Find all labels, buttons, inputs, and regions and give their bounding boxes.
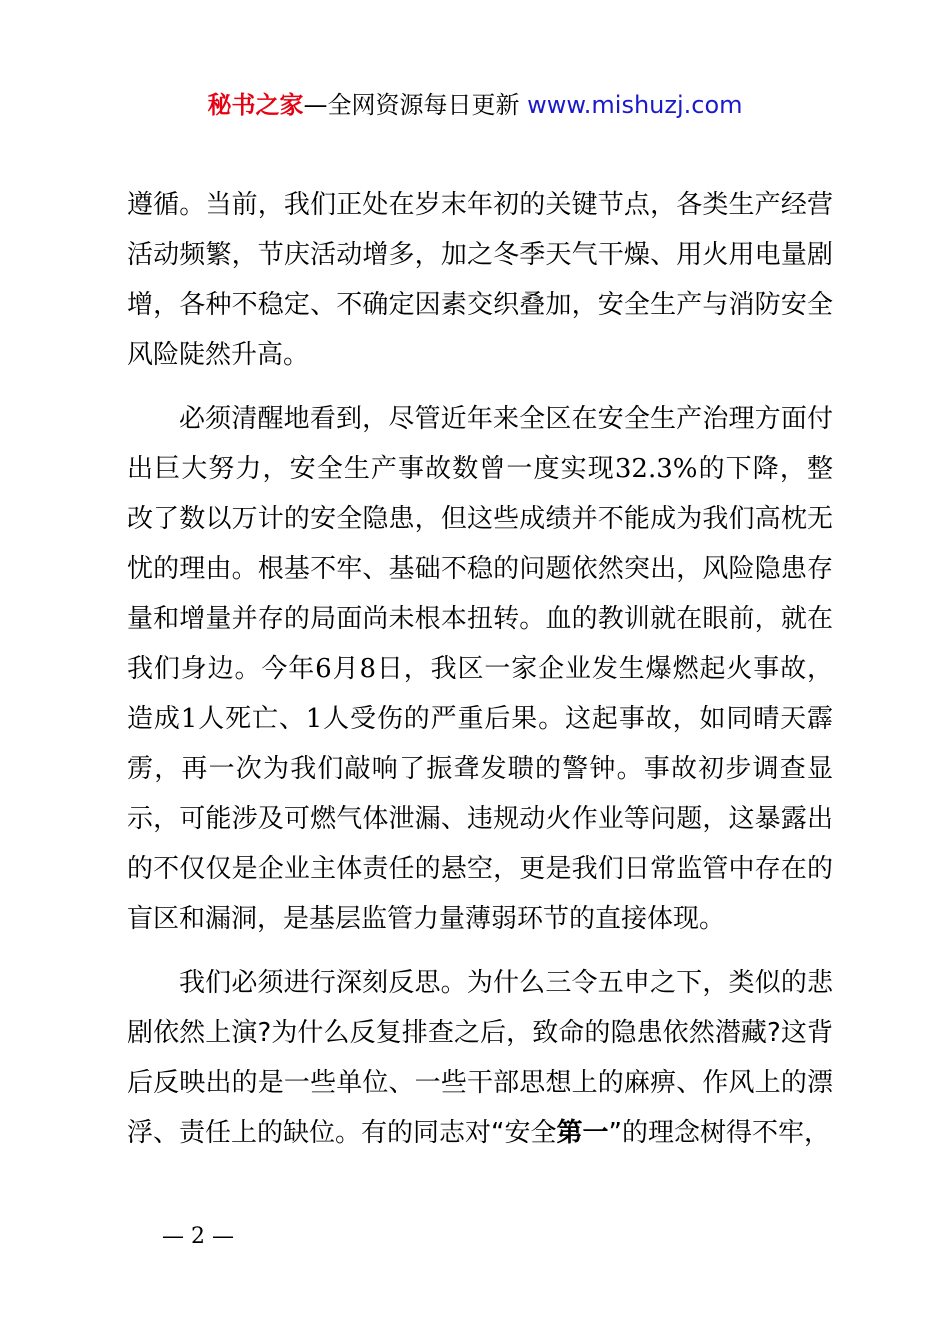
paragraph-3-text-a: 我们必须进行深刻反思。为什么三令五申之下，类似的悲剧依然上演?为什么反复排查之后，致命的隐患依然潜藏?这背后反映出的是一些单位、一些干部思想上的麻痹、作风上的漂浮、责任上的缺位。有的同志对“安全 [127, 968, 833, 1148]
paragraph-3-bold-text: 第一 [556, 1118, 609, 1148]
paragraph-1: 遵循。当前，我们正处在岁末年初的关键节点，各类生产经营活动频繁，节庆活动增多，加之冬季天气干燥、用火用电量剧增，各种不稳定、不确定因素交织叠加，安全生产与消防安全风险陡然升高。 [127, 190, 833, 370]
paragraph-3 [127, 958, 833, 1158]
accident-month: 6 [315, 654, 332, 684]
death-count: 1 [180, 704, 198, 734]
paragraph-2-text-e: 人死亡、 [197, 704, 306, 734]
paragraph-2-text-d: 日，我区一家企业发生爆燃起火事故，造成 [127, 654, 833, 734]
paragraph-2-text-c: 月 [331, 654, 360, 684]
site-url-link[interactable]: www.mishuzj.com [527, 91, 743, 119]
accident-day: 8 [359, 654, 377, 684]
paragraph-3-text-b: ”的理念树得不牢， [608, 1118, 830, 1148]
injury-count: 1 [305, 704, 323, 734]
paragraph-2-text-a: 必须清醒地看到，尽管近年来全区在安全生产治理方面付出巨大努力，安全生产事故数曾一度实现 [127, 404, 833, 484]
site-banner [0, 88, 950, 122]
banner-tagline: —全网资源每日更新 [303, 91, 520, 119]
page-number: — 2 — [162, 1224, 234, 1249]
paragraph-2-text-b: 的下降，整改了数以万计的安全隐患，但这些成绩并不能成为我们高枕无忧的理由。根基不牢、基础不稳的问题依然突出，风险隐患存量和增量并存的局面尚未根本扭转。血的教训就在眼前，就在我们身边。今年 [127, 454, 833, 684]
paragraph-2-text-f: 人受伤的严重后果。这起事故，如同晴天霹雳，再一次为我们敲响了振聋发聩的警钟。事故初步调查显示，可能涉及可燃气体泄漏、违规动火作业等问题，这暴露出的不仅仅是企业主体责任的悬空，更是我们日常监管中存在的盲区和漏洞，是基层监管力量薄弱环节的直接体现。 [127, 704, 833, 934]
decline-percentage: 32.3% [614, 454, 698, 484]
document-body [127, 180, 833, 1172]
brand-name: 秘书之家 [207, 91, 304, 119]
paragraph-2 [127, 394, 833, 944]
